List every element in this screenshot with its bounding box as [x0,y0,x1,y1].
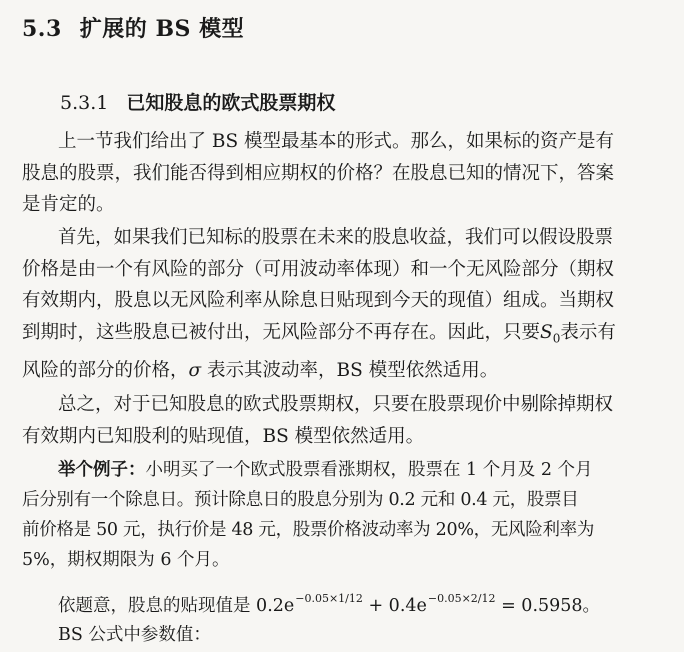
symbol-s: S [540,321,553,343]
line-text: 表示其波动率，BS 模型依然适用。 [207,359,499,381]
subsection-number: 5.3.1 [60,92,109,114]
paragraph-line: 上一节我们给出了 BS 模型最基本的形式。那么，如果标的资产是有 [58,131,615,152]
example-label: 举个例子： [58,460,146,480]
formula [22,583,666,623]
paragraph-line [22,455,666,485]
paragraph-line: 是肯定的。 [22,194,115,215]
section-number: 5.3 [22,16,62,42]
subsection-heading [60,88,335,115]
line-text: 小明买了一个欧式股票看涨期权，股票在 1 个月及 2 个月 [145,460,593,480]
line-text: 风险的部分的价格， [22,359,189,381]
subscript-zero: 0 [552,331,561,346]
paragraph-example [22,455,666,575]
paragraph-line: 有效期内已知股利的贴现值，BS 模型依然适用。 [22,425,425,447]
paragraph-line: 股息的股票，我们能否得到相应期权的价格？在股息已知的情况下，答案 [22,162,615,184]
paragraph-line: 有效期内，股息以无风险利率从除息日贴现到今天的现值）组成。当期权 [22,290,615,311]
symbol-sigma: σ [188,359,202,381]
subsection-title: 已知股息的欧式股票期权 [126,92,336,114]
line-text: 表示有 [560,321,616,343]
paragraph-assumption [22,222,666,386]
paragraph-summary [22,389,666,452]
paragraph-intro [22,126,666,221]
paragraph-line [22,317,666,355]
paragraph-bs-params [22,620,666,652]
paragraph-line: BS 公式中参数值： [58,625,211,645]
paragraph-line: 后分别有一个除息日。预计除息日的股息分别为 0.2 元和 0.4 元，股票目 [22,490,579,510]
paragraph-line: 前价格是 50 元，执行价是 48 元，股票价格波动率为 20%，无风险利率为 [22,520,595,540]
formula-exponent-1: −0.05×1/12 [295,592,363,605]
paragraph-line: 5%，期权期限为 6 个月。 [22,550,230,570]
formula-suffix: = 0.5958。 [495,596,601,616]
section-heading [22,12,244,43]
paragraph-line: 总之，对于已知股息的欧式股票期权，只要在股票现价中剔除掉期权 [58,394,614,415]
paragraph-line: 价格是由一个有风险的部分（可用波动率体现）和一个无风险部分（期权 [22,258,615,280]
section-title: 扩展的 BS 模型 [79,16,245,42]
formula-line [22,583,666,623]
formula-middle: + 0.4e [362,596,427,616]
line-text: 到期时，这些股息已被付出，无风险部分不再存在。因此，只要 [22,321,541,343]
paragraph-line [22,355,666,387]
paragraph-line: 首先，如果我们已知标的股票在未来的股息收益，我们可以假设股票 [58,227,614,248]
formula-exponent-2: −0.05×2/12 [427,592,496,605]
formula-prefix: 依题意，股息的贴现值是 0.2e [58,596,295,616]
